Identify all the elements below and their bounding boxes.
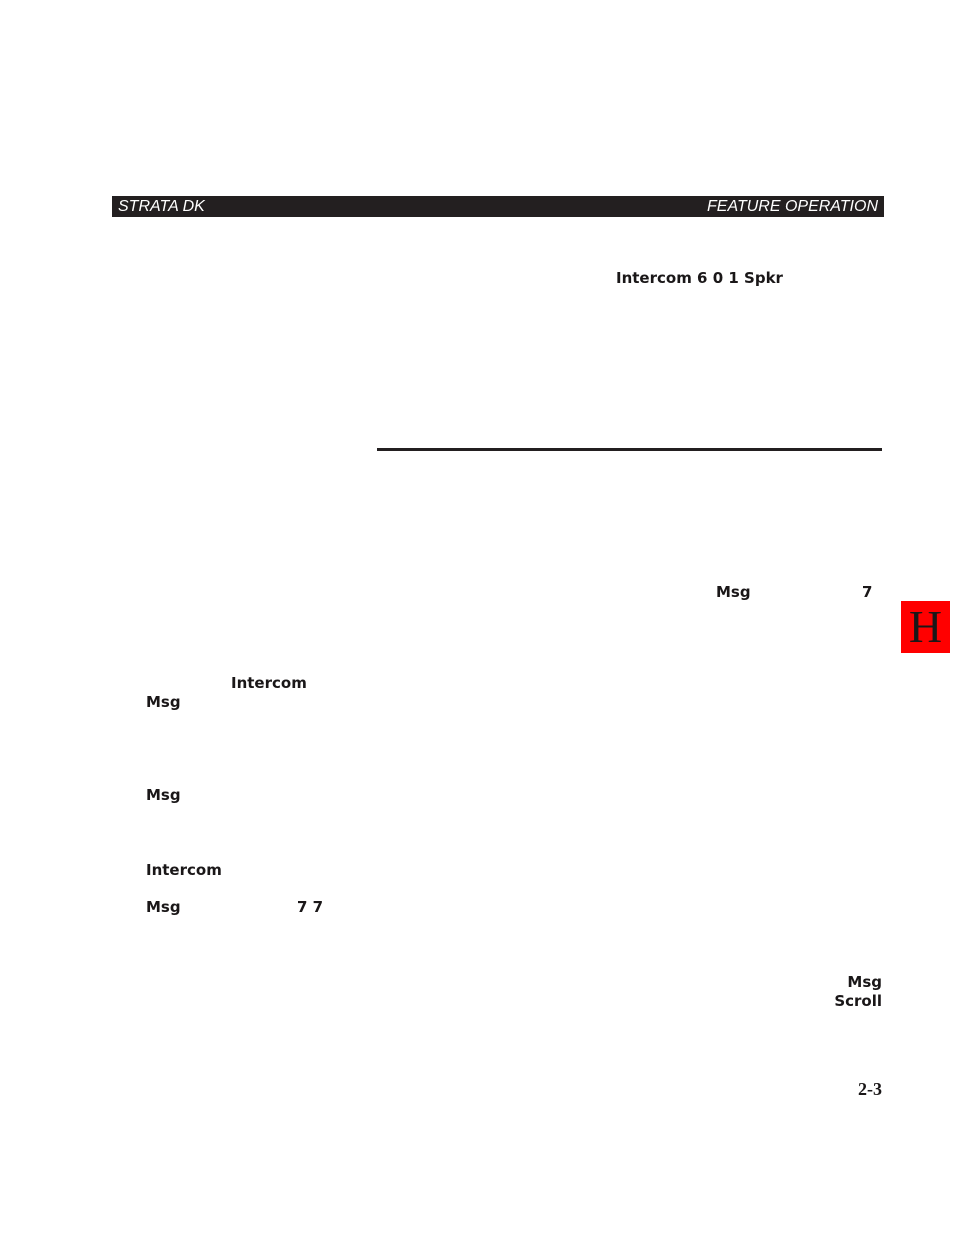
- seven-seven-key-label: 7 7: [297, 898, 324, 916]
- msg-key-label-2: Msg: [146, 786, 181, 804]
- intercom-key-sequence: Intercom 6 0 1 Spkr: [616, 269, 783, 287]
- scroll-key-label: Scroll: [834, 992, 882, 1010]
- intercom-key-label-1: Intercom: [231, 674, 307, 692]
- section-tab-marker: H: [901, 601, 950, 653]
- msg-key-label-right: Msg: [716, 583, 751, 601]
- running-header: [112, 196, 884, 217]
- header-section-name: FEATURE OPERATION: [707, 198, 878, 215]
- page-number: 2-3: [858, 1079, 882, 1099]
- section-divider-rule: [377, 448, 882, 451]
- msg-key-label-1: Msg: [146, 693, 181, 711]
- intercom-key-label-2: Intercom: [146, 861, 222, 879]
- msg-key-label-bottom: Msg: [847, 973, 882, 991]
- msg-key-label-3: Msg: [146, 898, 181, 916]
- header-product-name: STRATA DK: [118, 198, 205, 215]
- digit-seven-key-label: 7: [862, 583, 873, 601]
